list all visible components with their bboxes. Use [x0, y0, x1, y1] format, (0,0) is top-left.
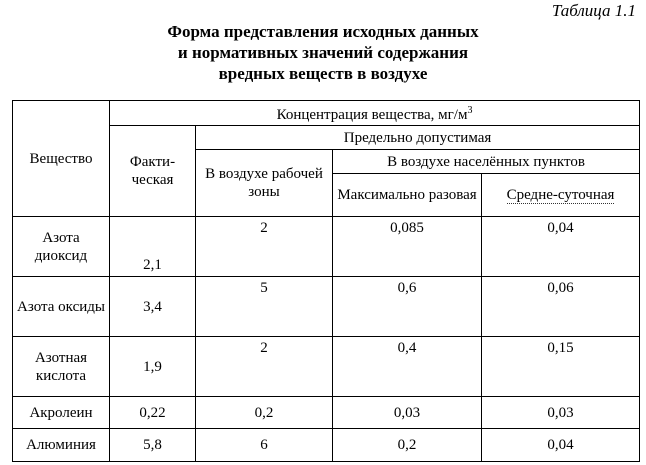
- header-max-single: Максимально разовая: [333, 174, 482, 217]
- cell-daily-avg: 0,04: [482, 429, 640, 462]
- cell-max-single: 0,085: [333, 217, 482, 277]
- table-label: Таблица 1.1: [551, 1, 636, 20]
- header-concentration-text: Концентрация вещества, мг/м: [276, 107, 468, 123]
- header-mac: Предельно допустимая: [196, 126, 640, 150]
- header-work-zone: В воздухе рабочей зоны: [196, 150, 333, 217]
- table-row: [13, 337, 640, 397]
- cell-substance: Азота оксиды: [13, 277, 110, 337]
- cell-work-zone: 2: [196, 217, 333, 277]
- header-daily-avg: [482, 174, 640, 217]
- cell-work-zone: 6: [196, 429, 333, 462]
- title-line-1: Форма представления исходных данных: [167, 22, 479, 41]
- cell-work-zone: 5: [196, 277, 333, 337]
- cell-substance: Азота диоксид: [13, 217, 110, 277]
- header-daily-avg-text: Средне-суточная: [506, 187, 615, 203]
- cell-max-single: 0,03: [333, 397, 482, 429]
- table-row: [13, 217, 640, 277]
- header-concentration: [110, 101, 640, 126]
- cell-actual: 3,4: [110, 277, 196, 337]
- table-row: [13, 277, 640, 337]
- cell-actual: 1,9: [110, 337, 196, 397]
- cell-daily-avg: 0,15: [482, 337, 640, 397]
- cell-max-single: 0,2: [333, 429, 482, 462]
- header-actual: Факти-ческая: [110, 126, 196, 217]
- cell-max-single: 0,4: [333, 337, 482, 397]
- cell-actual: 0,22: [110, 397, 196, 429]
- header-concentration-sup: 3: [467, 105, 473, 116]
- title-line-2: и нормативных значений содержания: [177, 43, 469, 62]
- table-row: [13, 397, 640, 429]
- table-row: [13, 429, 640, 462]
- header-settlements: В воздухе населённых пунктов: [333, 150, 640, 174]
- cell-actual: 5,8: [110, 429, 196, 462]
- header-substance: Вещество: [13, 101, 110, 217]
- cell-substance: Акролеин: [13, 397, 110, 429]
- cell-max-single: 0,6: [333, 277, 482, 337]
- title-line-3: вредных веществ в воздухе: [218, 64, 428, 83]
- cell-actual: 2,1: [110, 217, 196, 277]
- cell-work-zone: 0,2: [196, 397, 333, 429]
- cell-substance: Алюминия: [13, 429, 110, 462]
- cell-daily-avg: 0,03: [482, 397, 640, 429]
- cell-daily-avg: 0,06: [482, 277, 640, 337]
- cell-daily-avg: 0,04: [482, 217, 640, 277]
- data-table: [12, 100, 640, 462]
- cell-substance: Азотная кислота: [13, 337, 110, 397]
- table-title: [0, 21, 646, 84]
- cell-work-zone: 2: [196, 337, 333, 397]
